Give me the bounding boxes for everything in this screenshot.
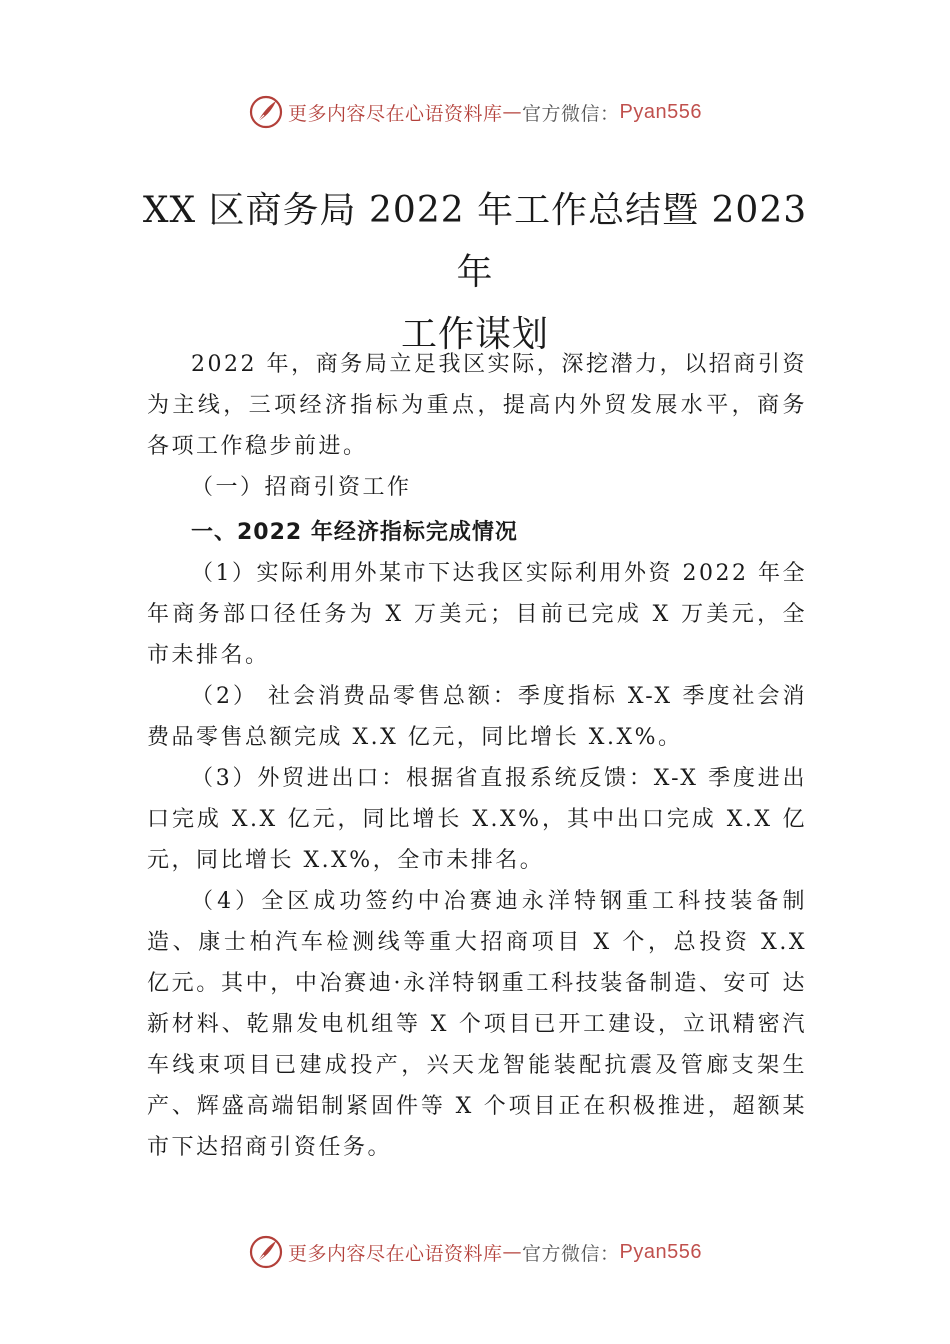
section-heading: 一、2022 年经济指标完成情况 [191, 520, 518, 545]
item-paragraph-4: （4）全区成功签约中冶赛迪永洋特钢重工科技装备制造、康士柏汽车检测线等重大招商项目 X 个，总投资 X.X 亿元。其中，中冶赛迪·永洋特钢重工科技装备制造、安可 达新材料、乾鼎发电机组等 X 个项目已开工建设，立讯精密汽车线束项目已建成投产，兴天龙智能装配抗震及管廊支架生产、辉盛高端铝制紧固件等 X 个项目正在积极推进，超额某市下达招商引资任务。 [147, 889, 807, 1160]
quill-logo-icon [248, 94, 284, 130]
header-watermark [0, 92, 950, 132]
item-paragraph-1: （1）实际利用外某市下达我区实际利用外资 2022 年全年商务部口径任务为 X 万美元；目前已完成 X 万美元，全市未排名。 [147, 561, 807, 668]
item-paragraph-2: （2） 社会消费品零售总额：季度指标 X-X 季度社会消费品零售总额完成 X.X 亿元，同比增长 X.X%。 [147, 684, 807, 750]
watermark-wechat-id: Pyan556 [619, 100, 702, 123]
watermark-separator: — [502, 1241, 523, 1263]
document-body [147, 344, 807, 1168]
title-line-1: XX 区商务局 2022 年工作总结暨 2023 年 [142, 190, 808, 293]
watermark-wechat-label: 官方微信： [522, 1242, 620, 1265]
document-title [130, 180, 820, 366]
title-line-2: 工作谋划 [400, 314, 549, 355]
intro-paragraph: 2022 年，商务局立足我区实际，深挖潜力，以招商引资为主线，三项经济指标为重点，提高内外贸发展水平，商务各项工作稳步前进。 [147, 352, 807, 459]
watermark-main-text: 更多内容尽在心语资料库 [288, 1242, 503, 1265]
watermark-wechat-id: Pyan556 [619, 1240, 702, 1263]
watermark-main-text: 更多内容尽在心语资料库 [288, 102, 503, 125]
sub-heading: （一）招商引资工作 [191, 475, 412, 500]
item-paragraph-3: （3）外贸进出口：根据省直报系统反馈：X-X 季度进出口完成 X.X 亿元，同比增长 X.X%，其中出口完成 X.X 亿元，同比增长 X.X%，全市未排名。 [147, 766, 807, 873]
watermark-wechat-label: 官方微信： [522, 102, 620, 125]
quill-logo-icon [248, 1234, 284, 1270]
watermark-separator: — [502, 101, 523, 123]
footer-watermark [0, 1232, 950, 1272]
